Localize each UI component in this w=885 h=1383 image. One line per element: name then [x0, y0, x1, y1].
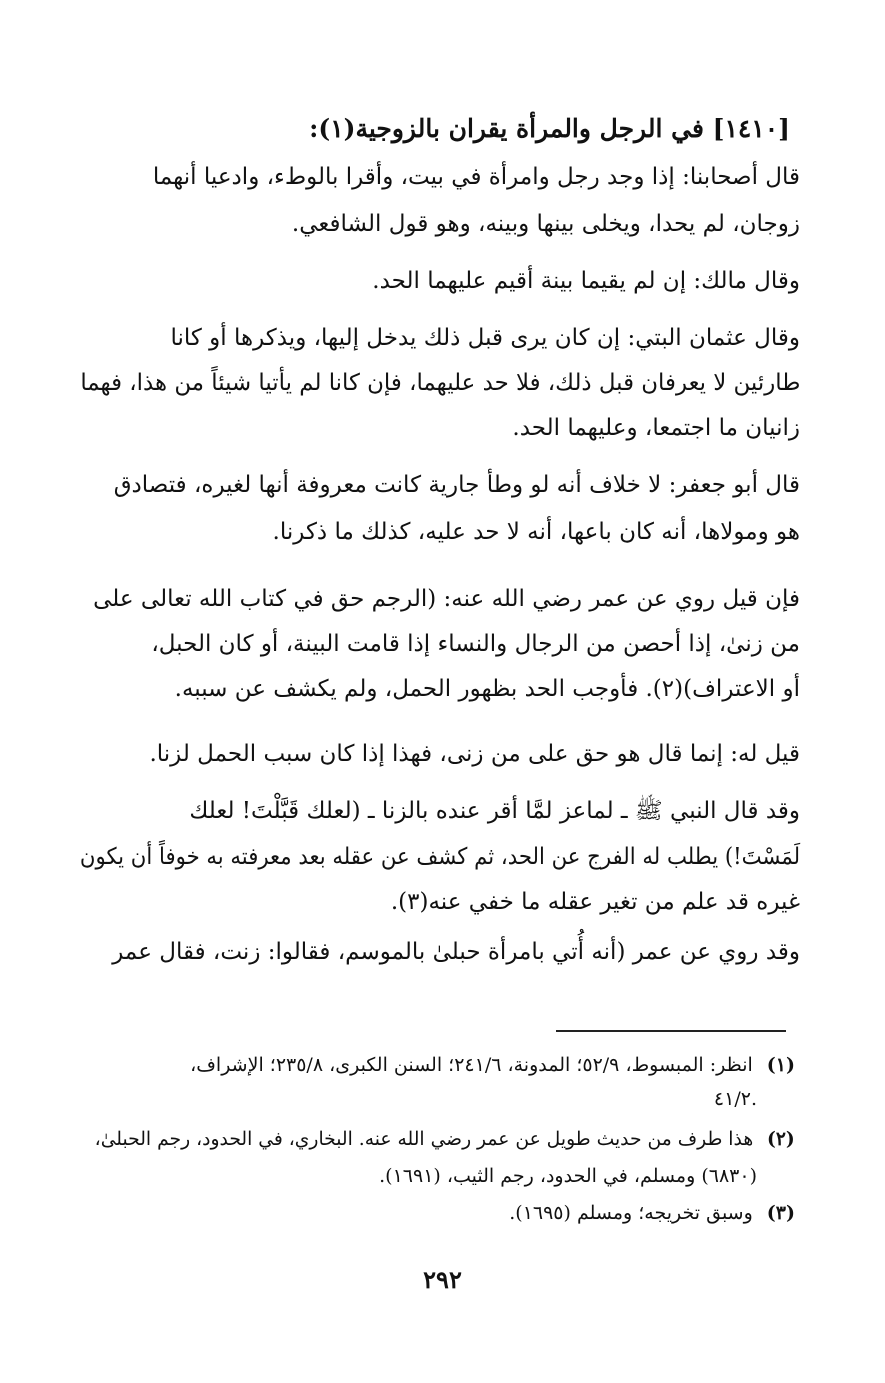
- footnote: [190, 1051, 795, 1079]
- body-line: قال أبو جعفر: لا خلاف أنه لو وطأ جارية كانت معروفة أنها لغيره، فتصادق: [113, 472, 800, 498]
- footnote-text: هذا طرف من حديث طويل عن عمر رضي الله عنه. البخاري، في الحدود، رجم الحبلىٰ،: [94, 1128, 754, 1150]
- body-line: قال أصحابنا: إذا وجد رجل وامرأة في بيت، وأقرا بالوطء، وادعيا أنهما: [152, 164, 800, 190]
- body-line: قيل له: إنما قال هو حق على من زنى، فهذا إذا كان سبب الحمل لزنا.: [149, 741, 800, 767]
- footnote: [714, 1085, 757, 1113]
- section-heading: [١٤١٠] في الرجل والمرأة يقران بالزوجية(١):: [309, 114, 790, 143]
- body-line: وقال مالك: إن لم يقيما بينة أقيم عليهما الحد.: [372, 268, 800, 294]
- footnote-text: ٤١/٢.: [713, 1088, 757, 1110]
- body-line: غيره قد علم من تغير عقله ما خفي عنه(٣).: [390, 889, 800, 915]
- footnote: [509, 1199, 795, 1227]
- body-line: زانيان ما اجتمعا، وعليهما الحد.: [512, 415, 800, 441]
- body-line: وقال عثمان البتي: إن كان يرى قبل ذلك يدخل إليها، ويذكرها أو كانا: [170, 325, 800, 351]
- footnote-text: (٦٨٣٠) ومسلم، في الحدود، رجم الثيب، (١٦٩١).: [379, 1165, 757, 1187]
- footnote-text: وسبق تخريجه؛ ومسلم (١٦٩٥).: [509, 1202, 753, 1224]
- body-line: زوجان، لم يحدا، ويخلى بينها وبينه، وهو قول الشافعي.: [291, 211, 800, 237]
- body-line: من زنىٰ، إذا أحصن من الرجال والنساء إذا قامت البينة، أو كان الحبل،: [151, 631, 800, 657]
- body-line: أو الاعتراف)(٢). فأوجب الحد بظهور الحمل، ولم يكشف عن سببه.: [174, 676, 800, 702]
- footnote: [95, 1125, 795, 1153]
- footnote-text: انظر: المبسوط، ٥٢/٩؛ المدونة، ٢٤١/٦؛ السنن الكبرى، ٢٣٥/٨؛ الإشراف،: [190, 1054, 753, 1076]
- body-line: طارئين لا يعرفان قبل ذلك، فلا حد عليهما، فإن كانا لم يأتيا شيئاً من هذا، فهما: [79, 370, 800, 396]
- body-line: لَمَسْتَ!) يطلب له الفرج عن الحد، ثم كشف عن عقله بعد معرفته به خوفاً أن يكون: [79, 844, 800, 870]
- body-line: وقد روي عن عمر (أنه أُتي بامرأة حبلىٰ بالموسم، فقالوا: زنت، فقال عمر: [112, 939, 800, 965]
- footnote-number: (١): [766, 1054, 795, 1076]
- footnote-number: (٢): [767, 1128, 795, 1150]
- body-line: فإن قيل روي عن عمر رضي الله عنه: (الرجم حق في كتاب الله تعالى على: [93, 586, 800, 612]
- page-number: ٢٩٢: [423, 1265, 462, 1294]
- body-line: وقد قال النبي ﷺ ـ لماعز لمَّا أقر عنده بالزنا ـ (لعلك قَبَّلْتَ! لعلك: [189, 798, 800, 824]
- footnote: [379, 1162, 757, 1190]
- footnote-separator: [556, 1030, 786, 1032]
- footnote-number: (٣): [766, 1202, 795, 1224]
- body-line: هو ومولاها، أنه كان باعها، أنه لا حد عليه، كذلك ما ذكرنا.: [272, 519, 800, 545]
